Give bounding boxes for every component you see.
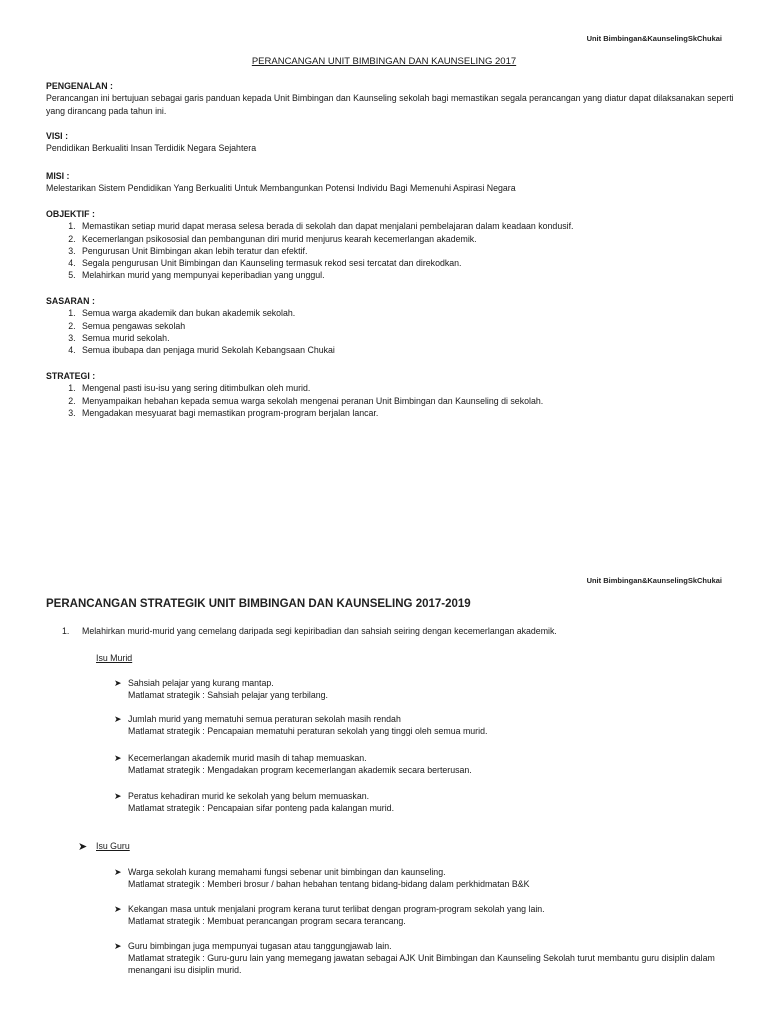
list-item: 1. Mengenal pasti isu-isu yang sering ditimbulkan oleh murid. [78,382,736,394]
page-header: Unit Bimbingan&KaunselingSkChukai [586,34,722,43]
arrow-bullet-icon: ➤ [114,941,122,951]
list-item: 4. Semua ibubapa dan penjaga murid Sekolah Kebangsaan Chukai [78,344,736,356]
list-item: 3. Mengadakan mesyuarat bagi memastikan program-program berjalan lancar. [78,407,736,419]
list-item: 4. Segala pengurusan Unit Bimbingan dan Kaunseling termasuk rekod sesi tercatat dan direkodkan. [78,257,736,269]
section-text: Perancangan ini bertujuan sebagai garis panduan kepada Unit Bimbingan dan Kaunseling sekolah bagi memastikan segala perancangan yang diatur dapat dilaksanakan seperti yang dirancang pada tahun ini. [46,93,734,116]
section-heading: MISI : [46,171,70,181]
item-text: Melahirkan murid-murid yang cemelang daripada segi kepiribadian dan sahsiah seiring dengan kecemerlangan akademik. [82,626,557,636]
heading-text: Isu Guru [96,841,130,851]
section-pengenalan [46,80,736,117]
issue-text: Warga sekolah kurang memahami fungsi sebenar unit bimbingan dan kaunseling. [128,867,446,877]
list-item: 2. Semua pengawas sekolah [78,320,736,332]
goal-text: Matlamat strategik : Memberi brosur / bahan hebahan tentang bidang-bidang dalam perkhidmatan B&K [128,879,530,889]
section-objektif [46,208,736,282]
arrow-bullet-icon: ➤ [114,904,122,914]
page-2 [0,560,768,1024]
issue-bullet [114,940,718,976]
issue-text: Kecemerlangan akademik murid masih di tahap memuaskan. [128,753,367,763]
issue-text: Kekangan masa untuk menjalani program kerana turut terlibat dengan program-program sekolah yang lain. [128,904,545,914]
section-sasaran [46,295,736,356]
section-heading: OBJEKTIF : [46,209,95,219]
list-item: 1. Semua warga akademik dan bukan akademik sekolah. [78,307,736,319]
section-text: Melestarikan Sistem Pendidikan Yang Berkualiti Untuk Membangunkan Potensi Individu Bagi Memenuhi Aspirasi Negara [46,183,516,194]
goal-text: Matlamat strategik : Membuat perancangan program secara terancang. [128,916,406,926]
section-heading: VISI : [46,131,68,141]
arrow-bullet-icon: ➤ [78,841,88,853]
sasaran-list [46,307,736,356]
isu-murid-heading: Isu Murid [96,653,133,663]
section-heading: PENGENALAN : [46,81,113,91]
section-heading: SASARAN : [46,296,95,306]
list-item: 3. Semua murid sekolah. [78,332,736,344]
section-heading: STRATEGI : [46,371,96,381]
issue-bullet [114,790,395,814]
section-visi [46,130,736,155]
arrow-bullet-icon: ➤ [114,867,122,877]
issue-bullet [114,752,472,776]
arrow-bullet-icon: ➤ [114,753,122,763]
item-number: 1. [62,626,70,636]
goal-text: Matlamat strategik : Guru-guru lain yang memegang jawatan sebagai AJK Unit Bimbingan dan Kaunseling Sekolah turut membantu guru disiplin dalam menangani isu disiplin murid. [128,953,715,975]
list-item: 5. Melahirkan murid yang mempunyai keperibadian yang unggul. [78,269,736,281]
issue-bullet [114,677,328,701]
issue-bullet [114,903,545,927]
arrow-bullet-icon: ➤ [114,678,122,688]
section-strategi [46,370,736,419]
arrow-bullet-icon: ➤ [114,714,122,724]
isu-guru-heading [78,841,130,853]
goal-text: Matlamat strategik : Sahsiah pelajar yang terbilang. [128,690,328,700]
list-item: 1. Memastikan setiap murid dapat merasa selesa berada di sekolah dan dapat menjalani pembelajaran dalam keadaan kondusif. [78,220,736,232]
list-item: 2. Menyampaikan hebahan kepada semua warga sekolah mengenai peranan Unit Bimbingan dan Kaunseling di sekolah. [78,395,736,407]
issue-text: Jumlah murid yang mematuhi semua peraturan sekolah masih rendah [128,714,401,724]
issue-text: Guru bimbingan juga mempunyai tugasan atau tanggungjawab lain. [128,941,392,951]
strategi-list [46,382,736,419]
page-header: Unit Bimbingan&KaunselingSkChukai [586,576,722,585]
issue-bullet [114,866,530,890]
goal-text: Matlamat strategik : Pencapaian mematuhi peraturan sekolah yang tinggi oleh semua murid. [128,726,488,736]
list-item: 3. Pengurusan Unit Bimbingan akan lebih teratur dan efektif. [78,245,736,257]
numbered-item [62,626,557,636]
list-item: 2. Kecemerlangan psikososial dan pembangunan diri murid menjurus kearah kecemerlangan akademik. [78,233,736,245]
goal-text: Matlamat strategik : Pencapaian sifar ponteng pada kalangan murid. [128,803,395,813]
issue-bullet [114,713,488,737]
issue-text: Sahsiah pelajar yang kurang mantap. [128,678,274,688]
strategic-plan-title: PERANCANGAN STRATEGIK UNIT BIMBINGAN DAN KAUNSELING 2017-2019 [46,598,471,610]
objektif-list [46,220,736,281]
arrow-bullet-icon: ➤ [114,791,122,801]
issue-text: Peratus kehadiran murid ke sekolah yang belum memuaskan. [128,791,370,801]
document-title: PERANCANGAN UNIT BIMBINGAN DAN KAUNSELING 2017 [251,56,517,67]
section-text: Pendidikan Berkualiti Insan Terdidik Negara Sejahtera [46,143,257,154]
section-misi [46,170,736,195]
goal-text: Matlamat strategik : Mengadakan program kecemerlangan akademik secara berterusan. [128,765,472,775]
